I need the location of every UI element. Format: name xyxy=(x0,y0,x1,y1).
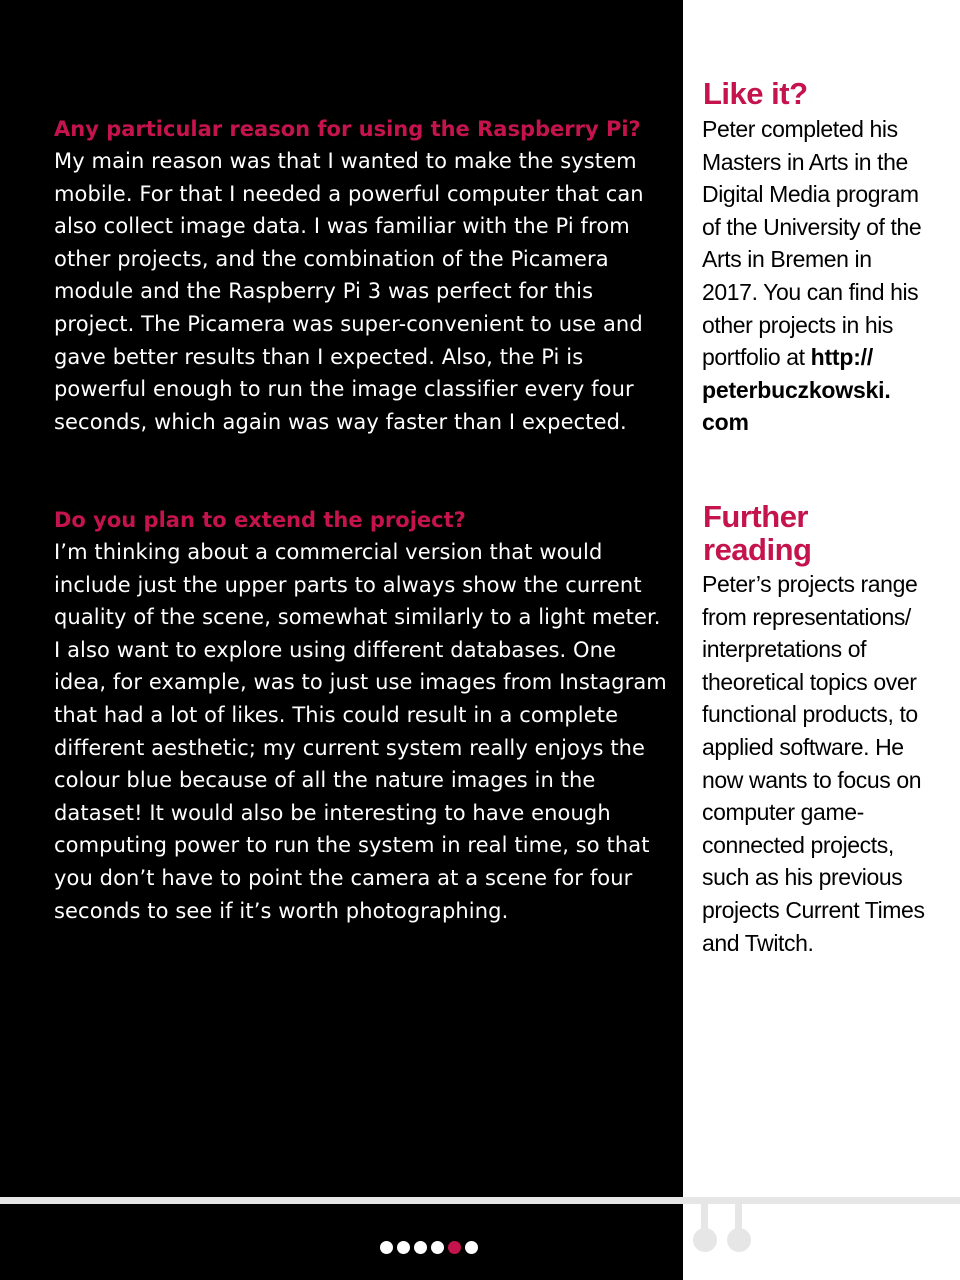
question-heading-raspberry-pi: Any particular reason for using the Raspberry Pi? xyxy=(54,117,641,141)
question-heading-extend-project: Do you plan to extend the project? xyxy=(54,508,466,532)
footer-rule xyxy=(0,1197,960,1204)
circuit-pin-icon-right xyxy=(727,1228,751,1252)
page-indicator xyxy=(380,1240,478,1254)
sidebar-title-like-it: Like it? xyxy=(703,76,808,111)
sidebar-like-it-body: Peter completed his Masters in Arts in the Digital Media program of the University of the Arts in Bremen in 2017. You can find his other projects in his portfolio at xyxy=(702,116,922,371)
page-dot xyxy=(465,1241,478,1254)
answer-extend-project: I’m thinking about a commercial version that would include just the upper parts to always show the current quality of the scene, somewhat similarly to a light meter. I also want to explore using different databases. One idea, for example, was to just use images from Instagram that had a lot of likes. This could result in a complete different aesthetic; my current system really enjoys the colour blue because of all the nature images in the dataset! It would also be interesting to have enough computing power to run the system in real time, so that you don’t have to point the camera at a scene for four seconds to see if it’s worth photographing. xyxy=(54,540,667,923)
sidebar-text-further-reading: Peter’s projects range from representations/ interpretations of theoretical topics over functional products, to applied software. He now wants to focus on computer game-connected projects, such as his previous projects Current Times and Twitch. xyxy=(702,571,925,956)
page-dot xyxy=(380,1241,393,1254)
page-dot xyxy=(397,1241,410,1254)
sidebar-title-further-reading: Further reading xyxy=(703,499,812,567)
circuit-pin-icon-left xyxy=(693,1228,717,1252)
page-dot-active xyxy=(448,1241,461,1254)
answer-raspberry-pi: My main reason was that I wanted to make the system mobile. For that I needed a powerful computer that can also collect image data. I was familiar with the Pi from other projects, and the combination of the Picamera module and the Raspberry Pi 3 was perfect for this project. The Picamera was super-convenient to use and gave better results than I expected. Also, the Pi is powerful enough to run the image classifier every four seconds, which again was way faster than I expected. xyxy=(54,149,644,434)
sidebar-text-like-it xyxy=(702,113,932,439)
page-dot xyxy=(414,1241,427,1254)
portfolio-link[interactable]: http:// peterbuczkowski. com xyxy=(702,344,891,436)
page-dot xyxy=(431,1241,444,1254)
